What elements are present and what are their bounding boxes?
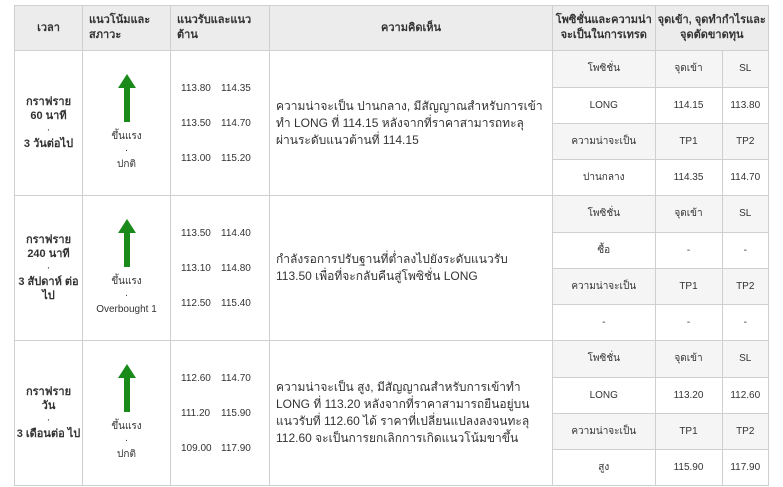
table-row xyxy=(15,51,769,196)
level-pair xyxy=(181,396,269,431)
trend-cell xyxy=(83,341,171,486)
level-pair xyxy=(181,141,269,176)
timeframe-line2: 240 นาที xyxy=(27,248,70,260)
stop-field: 117.90 xyxy=(730,461,761,473)
position-field: ปานกลาง xyxy=(553,159,655,195)
trend-cell xyxy=(83,51,171,196)
position-label-row xyxy=(553,413,768,449)
resistance-value: 115.20 xyxy=(221,152,251,164)
timeframe-line1: กราฟราย xyxy=(25,96,72,108)
position-value-row xyxy=(553,87,768,123)
position-field: ซื้อ xyxy=(553,232,655,268)
entry-field: 114.15 xyxy=(655,87,722,123)
timeframe-cell xyxy=(15,51,83,196)
signals-table xyxy=(14,5,769,486)
support-value: 113.10 xyxy=(181,262,211,274)
header-position-entry xyxy=(553,6,769,51)
support-value: 113.00 xyxy=(181,152,211,164)
arrow-up-icon xyxy=(118,364,136,412)
timeframe-line2: วัน xyxy=(41,400,56,412)
timeframe-dot: · xyxy=(46,124,51,136)
entry-field: TP1 xyxy=(655,123,722,159)
trend-state: ปกติ xyxy=(117,159,136,170)
stop-field: TP2 xyxy=(722,413,768,449)
entry-field: TP1 xyxy=(655,413,722,449)
header-trend: แนวโน้มและ สภาวะ xyxy=(83,6,171,51)
header-comment: ความคิดเห็น xyxy=(270,6,553,51)
levels-cell xyxy=(171,51,270,196)
timeframe-horizon: 3 วันต่อไป xyxy=(23,138,74,150)
position-value-row xyxy=(553,159,768,195)
entry-field: 115.90 xyxy=(655,449,722,485)
resistance-value: 114.70 xyxy=(221,117,251,129)
timeframe-cell xyxy=(15,196,83,341)
comment-cell: ความน่าจะเป็น ปานกลาง, มีสัญญาณสำหรับการเข้าทำ LONG ที่ 114.15 หลังจากที่ราคาสามารถทะลุผ่านระดับแนวต้านที่ 114.15 xyxy=(270,51,553,196)
trend-dot: · xyxy=(124,145,129,156)
position-subtable xyxy=(553,196,768,340)
position-subtable xyxy=(553,341,768,485)
trend-label: ขึ้นแรง xyxy=(111,131,142,142)
position-field: LONG xyxy=(553,87,655,123)
level-pair xyxy=(181,251,269,286)
timeframe-dot: · xyxy=(46,414,51,426)
header-position: โพซิชั่นและความน่า จะเป็นในการเทรด xyxy=(553,6,655,50)
timeframe-cell xyxy=(15,341,83,486)
stop-field: TP2 xyxy=(722,123,768,159)
entry-field: จุดเข้า xyxy=(655,51,722,87)
timeframe-horizon: 3 สัปดาห์ ต่อไป xyxy=(18,276,79,302)
arrow-up-icon xyxy=(118,74,136,122)
timeframe-line1: กราฟราย xyxy=(25,234,72,246)
comment-cell: ความน่าจะเป็น สูง, มีสัญญาณสำหรับการเข้าทำ LONG ที่ 113.20 หลังจากที่ราคาสามารถยืนอยู่บนแนวรับที่ 112.60 ได้ ราคาที่เปลี่ยนแปลงลงจนทะลุ 112.60 จะเป็นการยกเลิกการเกิดแนวโน้มขาขึ้น xyxy=(270,341,553,486)
stop-field: SL xyxy=(722,51,768,87)
resistance-value: 115.90 xyxy=(221,407,251,419)
trend-label: ขึ้นแรง xyxy=(111,421,142,432)
level-pair xyxy=(181,71,269,106)
position-field: สูง xyxy=(553,449,655,485)
timeframe-horizon: 3 เดือนต่อ ไป xyxy=(16,428,81,440)
resistance-value: 114.80 xyxy=(221,262,251,274)
resistance-value: 114.35 xyxy=(221,82,251,94)
table-row xyxy=(15,341,769,486)
position-subtable xyxy=(553,51,768,195)
level-pair xyxy=(181,361,269,396)
level-pair xyxy=(181,106,269,141)
level-pair xyxy=(181,286,269,321)
entry-field: จุดเข้า xyxy=(655,196,722,232)
trend-dot: · xyxy=(124,290,129,301)
entry-field: จุดเข้า xyxy=(655,341,722,377)
table-header-row xyxy=(15,6,769,51)
table-row xyxy=(15,196,769,341)
position-field: โพซิชั่น xyxy=(553,196,655,232)
resistance-value: 117.90 xyxy=(221,442,251,454)
support-value: 113.80 xyxy=(181,82,211,94)
position-label-row xyxy=(553,268,768,304)
timeframe-dot: · xyxy=(46,262,51,274)
stop-field: 114.70 xyxy=(730,171,761,183)
position-value-row xyxy=(553,449,768,485)
entry-field: TP1 xyxy=(655,268,722,304)
entry-field: 114.35 xyxy=(655,159,722,195)
resistance-value: 114.40 xyxy=(221,227,251,239)
position-field: - xyxy=(553,304,655,340)
level-pair xyxy=(181,431,269,466)
stop-field: SL xyxy=(722,341,768,377)
position-label-row xyxy=(553,123,768,159)
trend-state: Overbought 1 xyxy=(96,304,157,315)
level-pair xyxy=(181,216,269,251)
position-value-row xyxy=(553,377,768,413)
resistance-value: 115.40 xyxy=(221,297,251,309)
entry-field: 113.20 xyxy=(655,377,722,413)
stop-field: 113.80 xyxy=(722,87,768,123)
entry-field: - xyxy=(655,232,722,268)
position-value-row xyxy=(553,304,768,340)
levels-cell xyxy=(171,341,270,486)
stop-field: TP2 xyxy=(722,268,768,304)
signals-table-wrapper xyxy=(14,5,769,486)
position-field: ความน่าจะเป็น xyxy=(553,123,655,159)
position-label-row xyxy=(553,341,768,377)
support-value: 111.20 xyxy=(181,407,211,419)
position-cell xyxy=(553,341,769,486)
support-value: 113.50 xyxy=(181,117,211,129)
position-field: LONG xyxy=(553,377,655,413)
position-field: โพซิชั่น xyxy=(553,341,655,377)
resistance-value: 114.70 xyxy=(221,372,251,384)
levels-cell xyxy=(171,196,270,341)
position-field: ความน่าจะเป็น xyxy=(553,413,655,449)
comment-cell: กำลังรอการปรับฐานที่ต่ำลงไปยังระดับแนวรับ 113.50 เพื่อที่จะกลับคืนสู่โพซิชั่น LONG xyxy=(270,196,553,341)
position-label-row xyxy=(553,51,768,87)
support-value: 109.00 xyxy=(181,442,212,454)
trend-cell xyxy=(83,196,171,341)
stop-field: SL xyxy=(722,196,768,232)
stop-field: 112.60 xyxy=(722,377,768,413)
header-time: เวลา xyxy=(15,6,83,51)
arrow-up-icon xyxy=(118,219,136,267)
timeframe-line1: กราฟราย xyxy=(25,386,72,398)
position-field: โพซิชั่น xyxy=(553,51,655,87)
trend-label: ขึ้นแรง xyxy=(111,276,142,287)
support-value: 112.50 xyxy=(181,297,211,309)
stop-field: - xyxy=(722,232,768,268)
stop-field: - xyxy=(743,316,747,328)
timeframe-line2: 60 นาที xyxy=(30,110,67,122)
support-value: 113.50 xyxy=(181,227,211,239)
header-entry: จุดเข้า, จุดทำกำไรและ จุดตัดขาดทุน xyxy=(655,6,768,50)
position-field: ความน่าจะเป็น xyxy=(553,268,655,304)
header-levels: แนวรับและแนว ต้าน xyxy=(171,6,270,51)
trend-dot: · xyxy=(124,435,129,446)
position-value-row xyxy=(553,232,768,268)
trend-state: ปกติ xyxy=(117,449,136,460)
position-cell xyxy=(553,51,769,196)
entry-field: - xyxy=(655,304,722,340)
support-value: 112.60 xyxy=(181,372,211,384)
position-cell xyxy=(553,196,769,341)
position-label-row xyxy=(553,196,768,232)
